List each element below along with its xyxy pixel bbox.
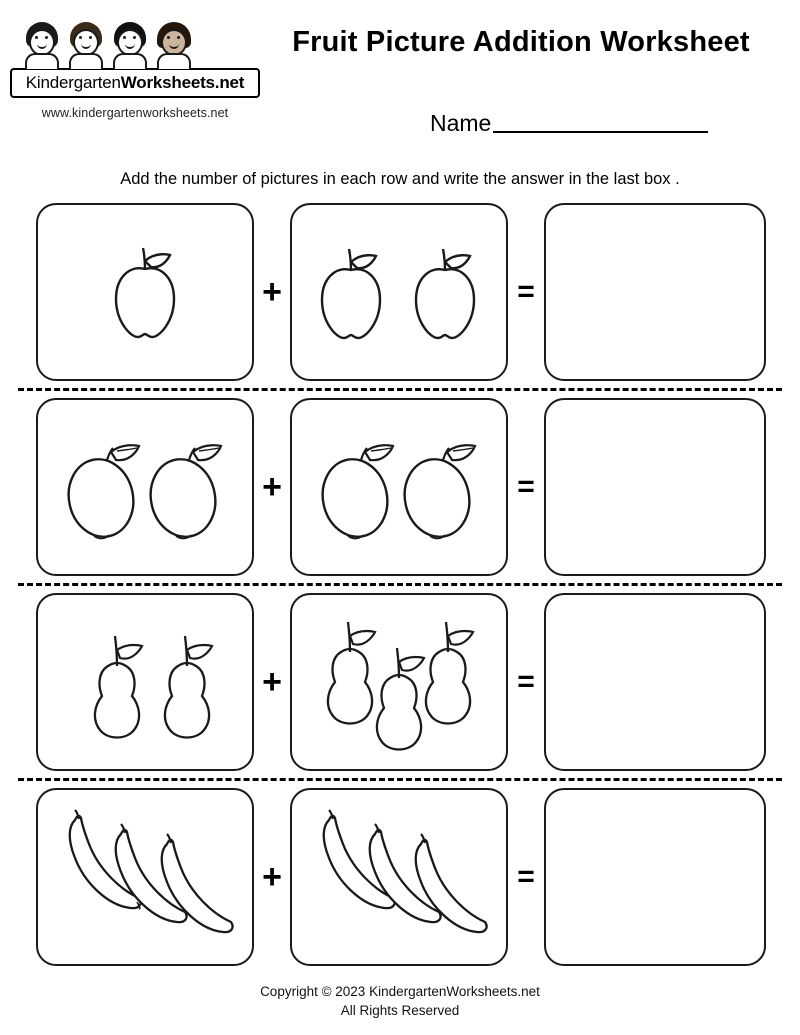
problem-row bbox=[0, 781, 800, 973]
kids-illustration-icon bbox=[18, 16, 208, 68]
logo-text-bold: Worksheets.net bbox=[120, 73, 245, 92]
worksheet-header bbox=[0, 0, 800, 140]
operator-plus: + bbox=[262, 273, 282, 311]
addend-box-left bbox=[36, 593, 254, 771]
kid-figure-icon bbox=[22, 22, 62, 68]
problem-row bbox=[0, 196, 800, 388]
answer-box[interactable] bbox=[544, 203, 766, 381]
pear-group-icon bbox=[292, 595, 506, 769]
logo-text-thin: Kindergarten bbox=[25, 73, 121, 92]
operator-plus: + bbox=[262, 858, 282, 896]
lemon-group-icon bbox=[292, 400, 506, 574]
name-field-row bbox=[430, 110, 708, 137]
operator-plus: + bbox=[262, 468, 282, 506]
operator-plus: + bbox=[262, 663, 282, 701]
apple-group-icon bbox=[292, 205, 506, 379]
pear-group-icon bbox=[38, 595, 252, 769]
copyright-text: Copyright © 2023 KindergartenWorksheets.net bbox=[260, 983, 540, 999]
banana-group-icon bbox=[292, 790, 506, 964]
operator-equals: = bbox=[517, 275, 535, 308]
addend-box-right bbox=[290, 593, 508, 771]
kid-figure-icon bbox=[154, 22, 194, 68]
instructions-text: Add the number of pictures in each row and write the answer in the last box . bbox=[120, 170, 680, 188]
banana-group-icon bbox=[38, 790, 252, 964]
operator-equals: = bbox=[517, 860, 535, 893]
addend-box-right bbox=[290, 398, 508, 576]
page-title: Fruit Picture Addition Worksheet bbox=[292, 26, 750, 58]
page-footer bbox=[0, 982, 800, 1021]
kid-figure-icon bbox=[110, 22, 150, 68]
operator-equals: = bbox=[517, 470, 535, 503]
problems-area bbox=[0, 196, 800, 973]
answer-box[interactable] bbox=[544, 398, 766, 576]
addend-box-right bbox=[290, 788, 508, 966]
answer-box[interactable] bbox=[544, 593, 766, 771]
problem-row bbox=[0, 391, 800, 583]
addend-box-right bbox=[290, 203, 508, 381]
rights-text: All Rights Reserved bbox=[340, 1003, 460, 1019]
addend-box-left bbox=[36, 398, 254, 576]
addend-box-left bbox=[36, 788, 254, 966]
kid-figure-icon bbox=[66, 22, 106, 68]
logo-url: www.kindergartenworksheets.net bbox=[41, 106, 229, 120]
logo-plank bbox=[10, 68, 260, 98]
answer-box[interactable] bbox=[544, 788, 766, 966]
addend-box-left bbox=[36, 203, 254, 381]
operator-equals: = bbox=[517, 665, 535, 698]
site-logo bbox=[10, 16, 260, 120]
name-label: Name bbox=[430, 110, 492, 136]
lemon-group-icon bbox=[38, 400, 252, 574]
problem-row bbox=[0, 586, 800, 778]
name-input-blank[interactable] bbox=[493, 111, 708, 133]
apple-group-icon bbox=[38, 205, 252, 379]
